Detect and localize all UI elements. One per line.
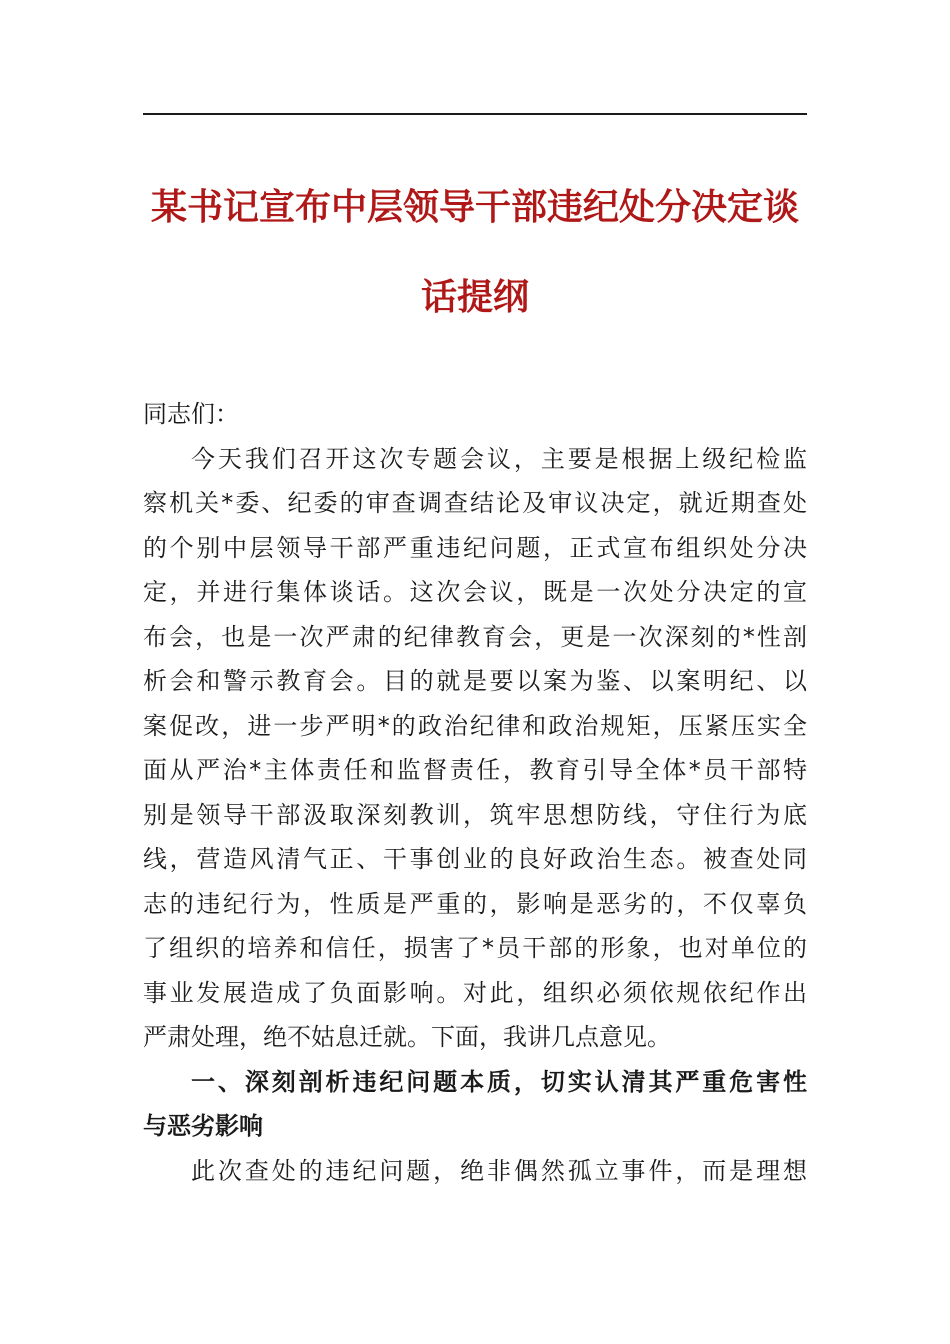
text-line: 了组织的培养和信任，损害了*员干部的形象，也对单位的: [143, 934, 807, 962]
document-title: [143, 162, 807, 342]
text-line: 严肃处理，绝不姑息迁就。下面，我讲几点意见。: [143, 1023, 671, 1051]
text-line: 别是领导干部汲取深刻教训，筑牢思想防线，守住行为底: [143, 800, 807, 829]
heading-line: 一、深刻剖析违纪问题本质，切实认清其严重危害性: [191, 1067, 807, 1096]
header-rule: [143, 113, 807, 115]
salutation: 同志们：: [143, 400, 239, 428]
title-line-2: 话提纲: [420, 276, 529, 318]
text-line: 案促改，进一步严明*的政治纪律和政治规矩，压紧压实全: [143, 711, 807, 740]
title-line-1: 某书记宣布中层领导干部违纪处分决定谈: [150, 186, 799, 228]
text-line: 面从严治*主体责任和监督责任，教育引导全体*员干部特: [143, 756, 807, 784]
text-line: 此次查处的违纪问题，绝非偶然孤立事件，而是理想: [191, 1156, 807, 1185]
section-1-heading: [143, 1060, 807, 1149]
text-line: 布会，也是一次严肃的纪律教育会，更是一次深刻的*性剖: [143, 622, 807, 651]
text-line: 析会和警示教育会。目的就是要以案为鉴、以案明纪、以: [143, 667, 807, 695]
heading-line: 与恶劣影响: [143, 1112, 263, 1140]
section-1-paragraph: [143, 1149, 807, 1194]
text-line: 线，营造风清气正、干事创业的良好政治生态。被查处同: [143, 845, 807, 873]
text-line: 志的违纪行为，性质是严重的，影响是恶劣的，不仅辜负: [143, 889, 807, 918]
text-line: 察机关*委、纪委的审查调查结论及审议决定，就近期查处: [143, 489, 807, 517]
text-line: 的个别中层领导干部严重违纪问题，正式宣布组织处分决: [143, 533, 807, 562]
text-line: 事业发展造成了负面影响。对此，组织必须依规依纪作出: [143, 978, 807, 1007]
intro-paragraph: [143, 437, 807, 1060]
text-line: 定，并进行集体谈话。这次会议，既是一次处分决定的宣: [143, 578, 807, 606]
text-line: 今天我们召开这次专题会议，主要是根据上级纪检监: [191, 444, 807, 473]
document-body: [143, 392, 807, 1193]
